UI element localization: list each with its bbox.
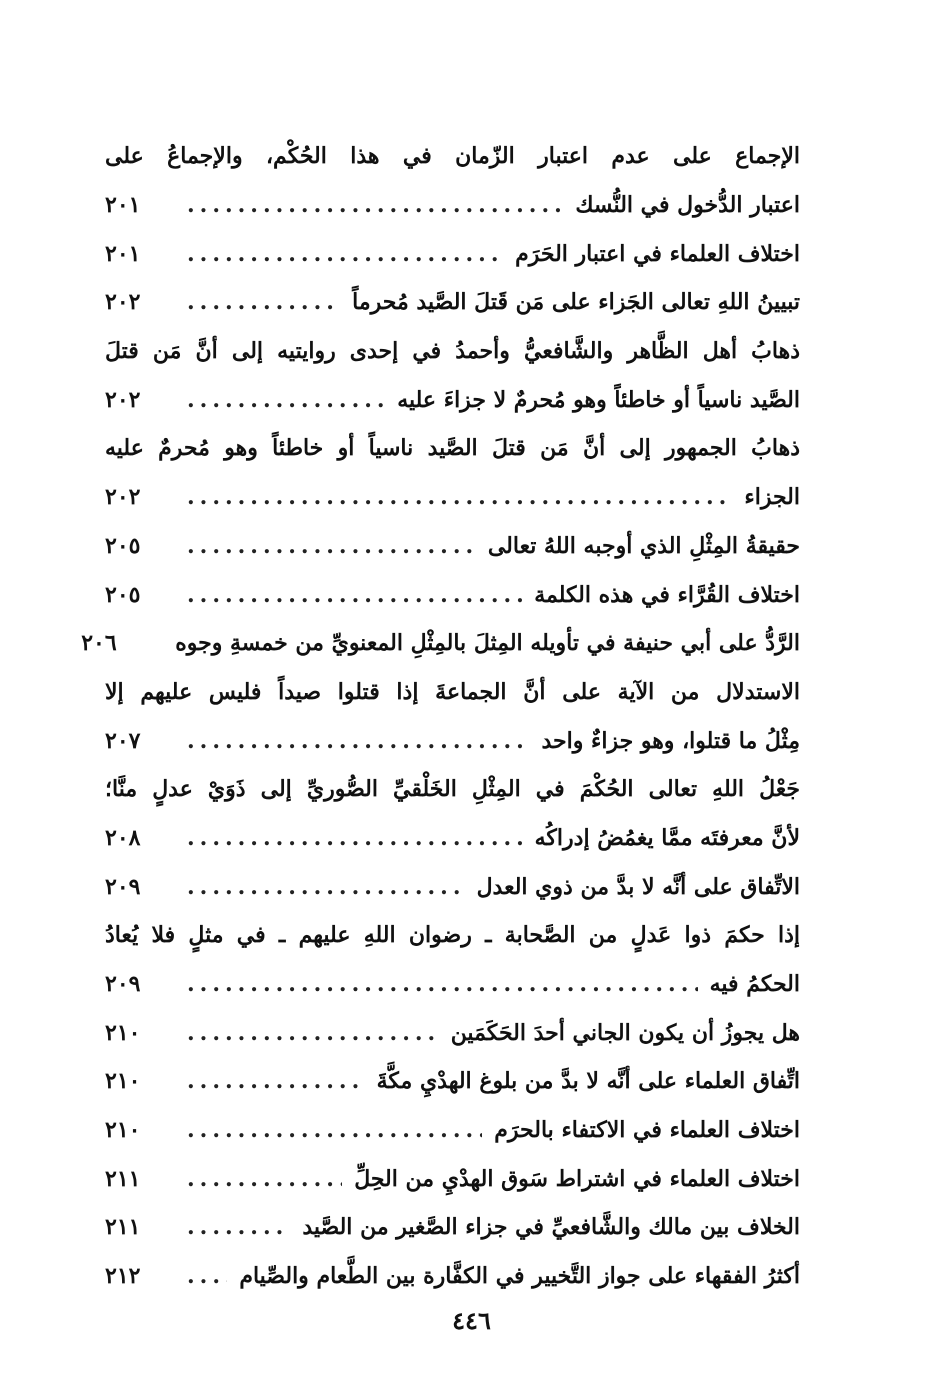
toc-entry-title: مِثْلُ ما قتلوا، وهو جزاءٌ واحد — [541, 727, 800, 754]
toc-entry-title: اعتبار الدُّخول في النُّسك — [575, 192, 800, 219]
toc-entry-title: اختلاف العلماء في اشتراط سَوق الهدْيِ من الحِلِّ — [354, 1165, 800, 1192]
dot-leader — [187, 971, 698, 997]
toc-entry — [105, 570, 800, 619]
toc-entry-title: هل يجوزُ أن يكون الجاني أحدَ الحَكَمَين — [450, 1019, 800, 1046]
toc-entry — [105, 1008, 800, 1057]
dot-leader — [187, 825, 523, 851]
toc-page-number: ٢١١ — [105, 1165, 141, 1192]
toc-entry-title: الحكمُ فيه — [709, 971, 800, 998]
toc-entry — [105, 278, 800, 327]
toc-entry-title: الرَّدُّ على أبي حنيفة في تأويله المِثلَ بالمِثْلِ المعنويِّ من خمسةِ وجوه — [175, 630, 800, 657]
toc-entry-title: تبيينُ اللهِ تعالى الجَزاء على مَن قَتلَ الصَّيد مُحرماً — [352, 289, 800, 316]
toc-entry — [105, 229, 800, 278]
dot-leader — [187, 1068, 365, 1094]
toc-entry-title: اتِّفاق العلماء على أنَّه لا بدَّ من بلوغ الهدْيِ مكَّةَ — [376, 1068, 800, 1095]
toc-page-number: ٢٠٩ — [105, 971, 141, 998]
toc-entry — [105, 960, 800, 1009]
toc-entry-title: ذهابُ أهل الظَّاهر والشَّافعيُّ وأحمدُ في إحدى روايتيه إلى أنَّ مَن قتلَ — [105, 338, 800, 365]
toc-entry — [105, 862, 800, 911]
dot-leader — [187, 582, 522, 608]
toc-entry — [105, 473, 800, 522]
dot-leader — [187, 1117, 482, 1143]
toc-page-number: ٢١٠ — [105, 1068, 141, 1095]
dot-leader — [187, 241, 503, 267]
toc-entry — [105, 1154, 800, 1203]
toc-page-number: ٢٠١ — [105, 192, 141, 219]
toc-entry — [105, 522, 800, 571]
toc-entry — [105, 181, 800, 230]
toc-page-number: ٢٠١ — [105, 240, 141, 267]
dot-leader — [187, 192, 563, 218]
toc-entry-title: اختلاف العلماء في الاكتفاء بالحرَم — [494, 1117, 800, 1144]
toc-entry-title: الجزاء — [744, 484, 800, 511]
toc-page-number: ٢٠٢ — [105, 386, 141, 413]
table-of-contents — [81, 132, 800, 1301]
toc-entry-title: ذهابُ الجمهور إلى أنَّ مَن قتلَ الصَّيد ناسياً أو خاطئاً وهو مُحرمٌ عليه — [105, 435, 800, 462]
dot-leader — [187, 874, 465, 900]
toc-entry-title: الإجماع على عدم اعتبار الزّمان في هذا الحُكْم، والإجماعُ على — [105, 143, 800, 170]
toc-entry-title: اختلاف العلماء في اعتبار الحَرَم — [515, 240, 800, 267]
dot-leader — [187, 1214, 290, 1240]
toc-entry — [105, 1203, 800, 1252]
dot-leader — [187, 1020, 439, 1046]
dot-leader — [187, 289, 340, 315]
dot-leader — [187, 533, 476, 559]
toc-entry-title: حقيقةُ المِثْلِ الذي أوجبه اللهُ تعالى — [487, 532, 800, 559]
toc-entry — [105, 1252, 800, 1301]
toc-entry-title: أكثرُ الفقهاء على جواز التَّخيير في الكفَّارة بين الطَّعام والصِّيام — [239, 1263, 800, 1290]
toc-entry — [105, 132, 800, 181]
toc-page-number: ٢٠٩ — [105, 873, 141, 900]
toc-page-number: ٢٠٧ — [105, 727, 141, 754]
toc-entry — [105, 716, 800, 765]
page-number: ٤٤٦ — [452, 1306, 491, 1335]
toc-page-number: ٢٠٥ — [105, 532, 141, 559]
toc-entry — [105, 1057, 800, 1106]
toc-entry — [105, 1106, 800, 1155]
toc-page-number: ٢١٠ — [105, 1019, 141, 1046]
toc-page-number: ٢٠٦ — [81, 630, 117, 657]
toc-page-number: ٢٠٥ — [105, 581, 141, 608]
toc-entry — [105, 424, 800, 473]
toc-entry — [105, 375, 800, 424]
toc-page-number: ٢٠٨ — [105, 824, 141, 851]
dot-leader — [187, 484, 732, 510]
toc-page-number: ٢٠٢ — [105, 484, 141, 511]
toc-entry-title: الاتِّفاق على أنَّه لا بدَّ من ذوي العدل — [476, 873, 800, 900]
dot-leader — [187, 728, 529, 754]
toc-entry — [105, 668, 800, 717]
toc-page-number: ٢٠٢ — [105, 289, 141, 316]
toc-entry — [105, 814, 800, 863]
dot-leader — [187, 387, 385, 413]
toc-entry-title: لأنَّ معرفتَه ممَّا يغمُضُ إدراكُه — [534, 824, 800, 851]
toc-entry-title: الاستدلال من الآية على أنَّ الجماعةَ إذا قتلوا صيداً فليس عليهم إلا — [105, 678, 800, 705]
toc-entry — [105, 911, 800, 960]
toc-entry-title: جَعْلُ اللهِ تعالى الحُكْمَ في المِثْلِ الخَلْقيِّ الصُّوريِّ إلى ذَوَيْ عدلٍ منَّا؛ — [105, 776, 800, 803]
toc-page-number: ٢١٠ — [105, 1117, 141, 1144]
toc-entry-title: اختلاف القُرَّاء في هذه الكلمة — [534, 581, 800, 608]
toc-entry — [105, 327, 800, 376]
toc-entry — [105, 765, 800, 814]
toc-entry — [81, 619, 800, 668]
toc-entry-title: إذا حكمَ ذوا عَدلٍ من الصَّحابة ـ رضوان اللهِ عليهم ـ في مثلٍ فلا يُعادُ — [105, 922, 800, 949]
dot-leader — [187, 1166, 342, 1192]
toc-page-number: ٢١١ — [105, 1214, 141, 1241]
dot-leader — [187, 1263, 227, 1289]
toc-entry-title: الصَّيد ناسياً أو خاطئاً وهو مُحرمٌ لا جزاءَ عليه — [397, 386, 800, 413]
toc-entry-title: الخلاف بين مالك والشَّافعيِّ في جزاء الصَّغير من الصَّيد — [302, 1214, 800, 1241]
toc-page-number: ٢١٢ — [105, 1263, 141, 1290]
